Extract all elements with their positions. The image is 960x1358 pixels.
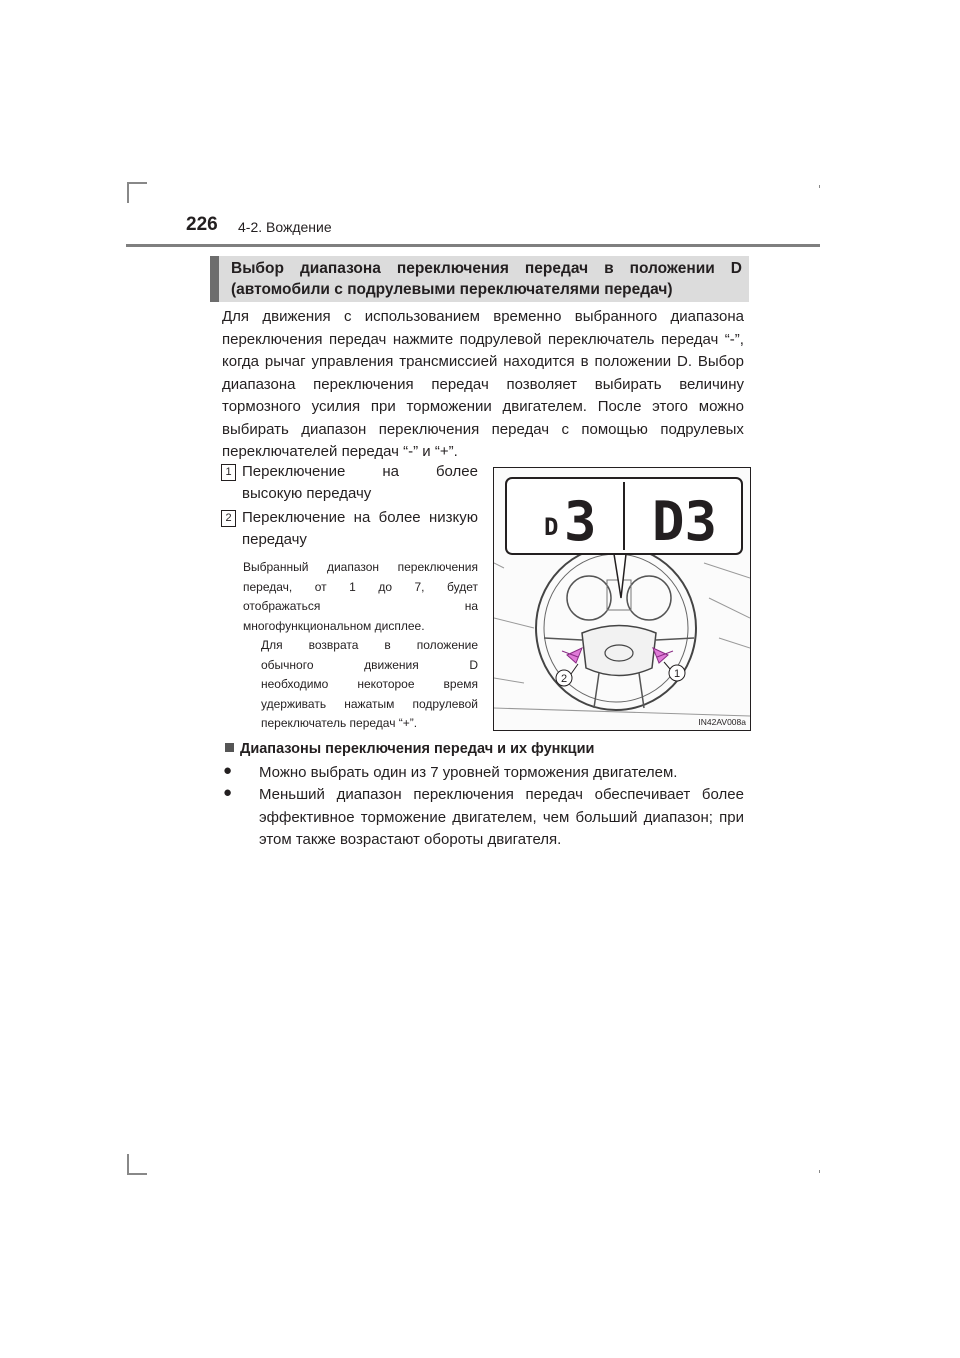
word: удерживать xyxy=(261,696,327,711)
word: выбирать xyxy=(222,420,289,438)
intro-line: переключателей передач “-” и “+”. xyxy=(222,443,458,460)
note-line xyxy=(243,578,478,598)
word: подрулевой xyxy=(412,696,478,711)
display-right-gear: D3 xyxy=(652,490,718,553)
word: торможении xyxy=(406,398,492,415)
paddle-plus-arrow xyxy=(653,648,673,663)
word: управления xyxy=(311,353,394,370)
word: передач xyxy=(660,330,719,348)
word: когда xyxy=(222,353,259,370)
word: переключения xyxy=(313,375,414,393)
word: диапазона xyxy=(222,375,296,393)
word: передач xyxy=(525,786,583,803)
word: выбирать xyxy=(594,375,662,393)
heading-line-1 xyxy=(231,260,742,278)
word: в xyxy=(580,353,589,370)
word: 7, xyxy=(414,579,425,594)
word: переключатель xyxy=(547,330,655,348)
word: положении xyxy=(594,353,672,370)
word: при xyxy=(719,808,744,826)
intro-paragraph xyxy=(222,306,744,464)
word: движения xyxy=(364,657,419,672)
note-line xyxy=(243,597,478,617)
word: отображаться xyxy=(243,599,321,613)
bullet-text-1 xyxy=(259,762,744,785)
wheel-hub xyxy=(582,626,656,676)
bullet-line xyxy=(259,784,744,807)
item-2-line xyxy=(242,507,478,529)
item-1-line xyxy=(242,461,478,483)
word: движения xyxy=(262,308,331,325)
bullet-dot-icon: ● xyxy=(223,762,233,779)
word: будет xyxy=(446,579,478,594)
word: больший xyxy=(575,808,638,826)
word: более xyxy=(435,463,478,480)
heading-word: D xyxy=(730,260,742,277)
word: Для xyxy=(222,308,250,325)
word: торможение xyxy=(360,808,447,826)
word: с xyxy=(561,420,569,438)
word: более xyxy=(378,509,421,526)
paddle-minus-arrow xyxy=(562,648,582,663)
word: при xyxy=(370,398,396,415)
word: Переключение xyxy=(242,463,346,480)
crop-mark-bottom-left-h xyxy=(127,1173,147,1175)
crop-mark-top-left-h xyxy=(127,182,147,184)
word: Выбранный xyxy=(243,560,309,574)
word: Меньший xyxy=(259,786,325,803)
callout-2-label: 2 xyxy=(560,673,568,685)
word: эффективное xyxy=(259,808,355,826)
word: выбранного xyxy=(574,308,658,325)
item-number-1: 1 xyxy=(221,464,236,481)
intro-line xyxy=(222,396,744,419)
word: усилия xyxy=(311,398,361,415)
word: диапазон xyxy=(326,560,380,574)
word: переключения xyxy=(413,786,514,803)
intro-line xyxy=(222,374,744,397)
word: время xyxy=(443,677,478,691)
intro-line xyxy=(222,306,744,329)
note2-line xyxy=(261,695,478,715)
crop-mark-bottom-left-v xyxy=(127,1154,129,1175)
heading-accent-bar xyxy=(210,256,219,302)
word: D xyxy=(469,657,478,672)
intro-line xyxy=(222,351,744,374)
word: необходимо xyxy=(261,677,329,691)
word: нажмите xyxy=(392,330,454,348)
note-display xyxy=(243,558,478,636)
note2-line xyxy=(261,636,478,656)
steering-wheel-svg xyxy=(494,468,750,730)
heading-word: положении xyxy=(629,260,715,277)
word: положение xyxy=(416,638,478,652)
heading-word: Выбор xyxy=(231,260,284,277)
word: временно xyxy=(493,308,562,325)
word: на xyxy=(382,463,399,480)
callout-1-label: 1 xyxy=(673,668,681,680)
word: передач xyxy=(431,375,489,393)
word: этого xyxy=(652,398,689,415)
word: передач xyxy=(328,330,387,348)
word: После xyxy=(597,398,642,415)
word: помощью xyxy=(581,420,648,438)
word: величину xyxy=(679,375,744,393)
word: рычаг xyxy=(264,353,306,370)
word: Переключение xyxy=(242,509,346,526)
word: диапазон xyxy=(336,786,402,803)
word: можно xyxy=(698,398,744,415)
note-line xyxy=(243,558,478,578)
word: “-”, xyxy=(724,330,744,348)
crop-mark-top-right xyxy=(819,185,820,188)
word: тормозного xyxy=(222,398,301,415)
crop-mark-top-left-v xyxy=(127,182,129,203)
word: нажатым xyxy=(344,696,395,711)
word: переключения xyxy=(378,420,480,438)
word: до xyxy=(378,579,392,594)
heading-word: диапазона xyxy=(299,260,381,277)
square-bullet-icon xyxy=(225,743,234,752)
word: переключения xyxy=(397,560,478,574)
section-heading xyxy=(210,256,749,302)
gauge-right xyxy=(627,576,671,620)
word: обычного xyxy=(261,657,314,672)
page-number: 226 xyxy=(186,214,218,235)
word: некоторое xyxy=(357,677,415,691)
steering-wheel-illustration xyxy=(493,467,751,731)
word: подрулевой xyxy=(459,330,542,348)
subsection-title: Диапазоны переключения передач и их функции xyxy=(240,741,595,757)
word: двигателем, xyxy=(452,808,537,826)
note2-line xyxy=(261,656,478,676)
word: 1 xyxy=(349,579,356,594)
word: находится xyxy=(503,353,575,370)
note2-line xyxy=(261,675,478,695)
word: позволяет xyxy=(506,375,578,393)
word: с xyxy=(343,308,352,325)
word: более xyxy=(701,786,744,803)
word: возврата xyxy=(308,638,359,652)
word: в xyxy=(384,638,391,652)
word: низкую xyxy=(428,509,478,526)
heading-word: переключения xyxy=(396,260,509,277)
intro-line xyxy=(222,419,744,442)
note-line: многофункциональном дисплее. xyxy=(243,618,425,633)
item-1 xyxy=(242,461,478,505)
word: на xyxy=(464,599,478,613)
word: чем xyxy=(542,808,570,826)
display-left-gear: 3 xyxy=(564,490,597,553)
word: переключения xyxy=(222,330,323,348)
heading-word: в xyxy=(604,260,614,277)
section-title: 4-2. Вождение xyxy=(238,219,332,235)
word: D. xyxy=(676,353,692,370)
word: от xyxy=(314,579,327,594)
word: подрулевых xyxy=(660,420,744,438)
word: диапазона xyxy=(670,308,744,325)
note2-line: переключатель передач “+”. xyxy=(261,716,418,730)
word: на xyxy=(353,509,371,526)
bullet-text-2 xyxy=(259,784,744,852)
word: диапазон; xyxy=(643,808,713,826)
item-2 xyxy=(242,507,478,551)
word: использованием xyxy=(364,308,480,325)
item-2-line: передачу xyxy=(242,531,307,548)
word: двигателем. xyxy=(502,398,587,415)
word: Для xyxy=(261,638,283,652)
gauge-left xyxy=(567,576,611,620)
bullet-dot-icon: ● xyxy=(223,784,233,801)
note-return xyxy=(261,636,478,734)
item-number-2: 2 xyxy=(221,510,236,527)
word: передач, xyxy=(243,579,293,594)
word: Выбор xyxy=(697,353,744,370)
crop-mark-bottom-right xyxy=(819,1170,820,1173)
display-left-d: D xyxy=(544,513,559,541)
bullet-line xyxy=(259,807,744,830)
word: обеспечивает xyxy=(594,786,691,803)
word: передач xyxy=(491,420,550,438)
bullet-line: этом также возрастают обороты двигателя. xyxy=(259,831,562,848)
subsection-heading xyxy=(225,741,594,757)
heading-line-2: (автомобили с подрулевыми переключателями передач) xyxy=(231,281,673,298)
bullet-line: Можно выбрать один из 7 уровней торможения двигателем. xyxy=(259,764,678,781)
figure-code: IN42AV008a xyxy=(698,717,746,727)
word: диапазон xyxy=(301,420,367,438)
heading-word: передач xyxy=(524,260,589,277)
intro-line xyxy=(222,329,744,352)
item-1-line: высокую передачу xyxy=(242,485,372,502)
header-rule xyxy=(126,244,820,247)
word: трансмиссией xyxy=(399,353,498,370)
